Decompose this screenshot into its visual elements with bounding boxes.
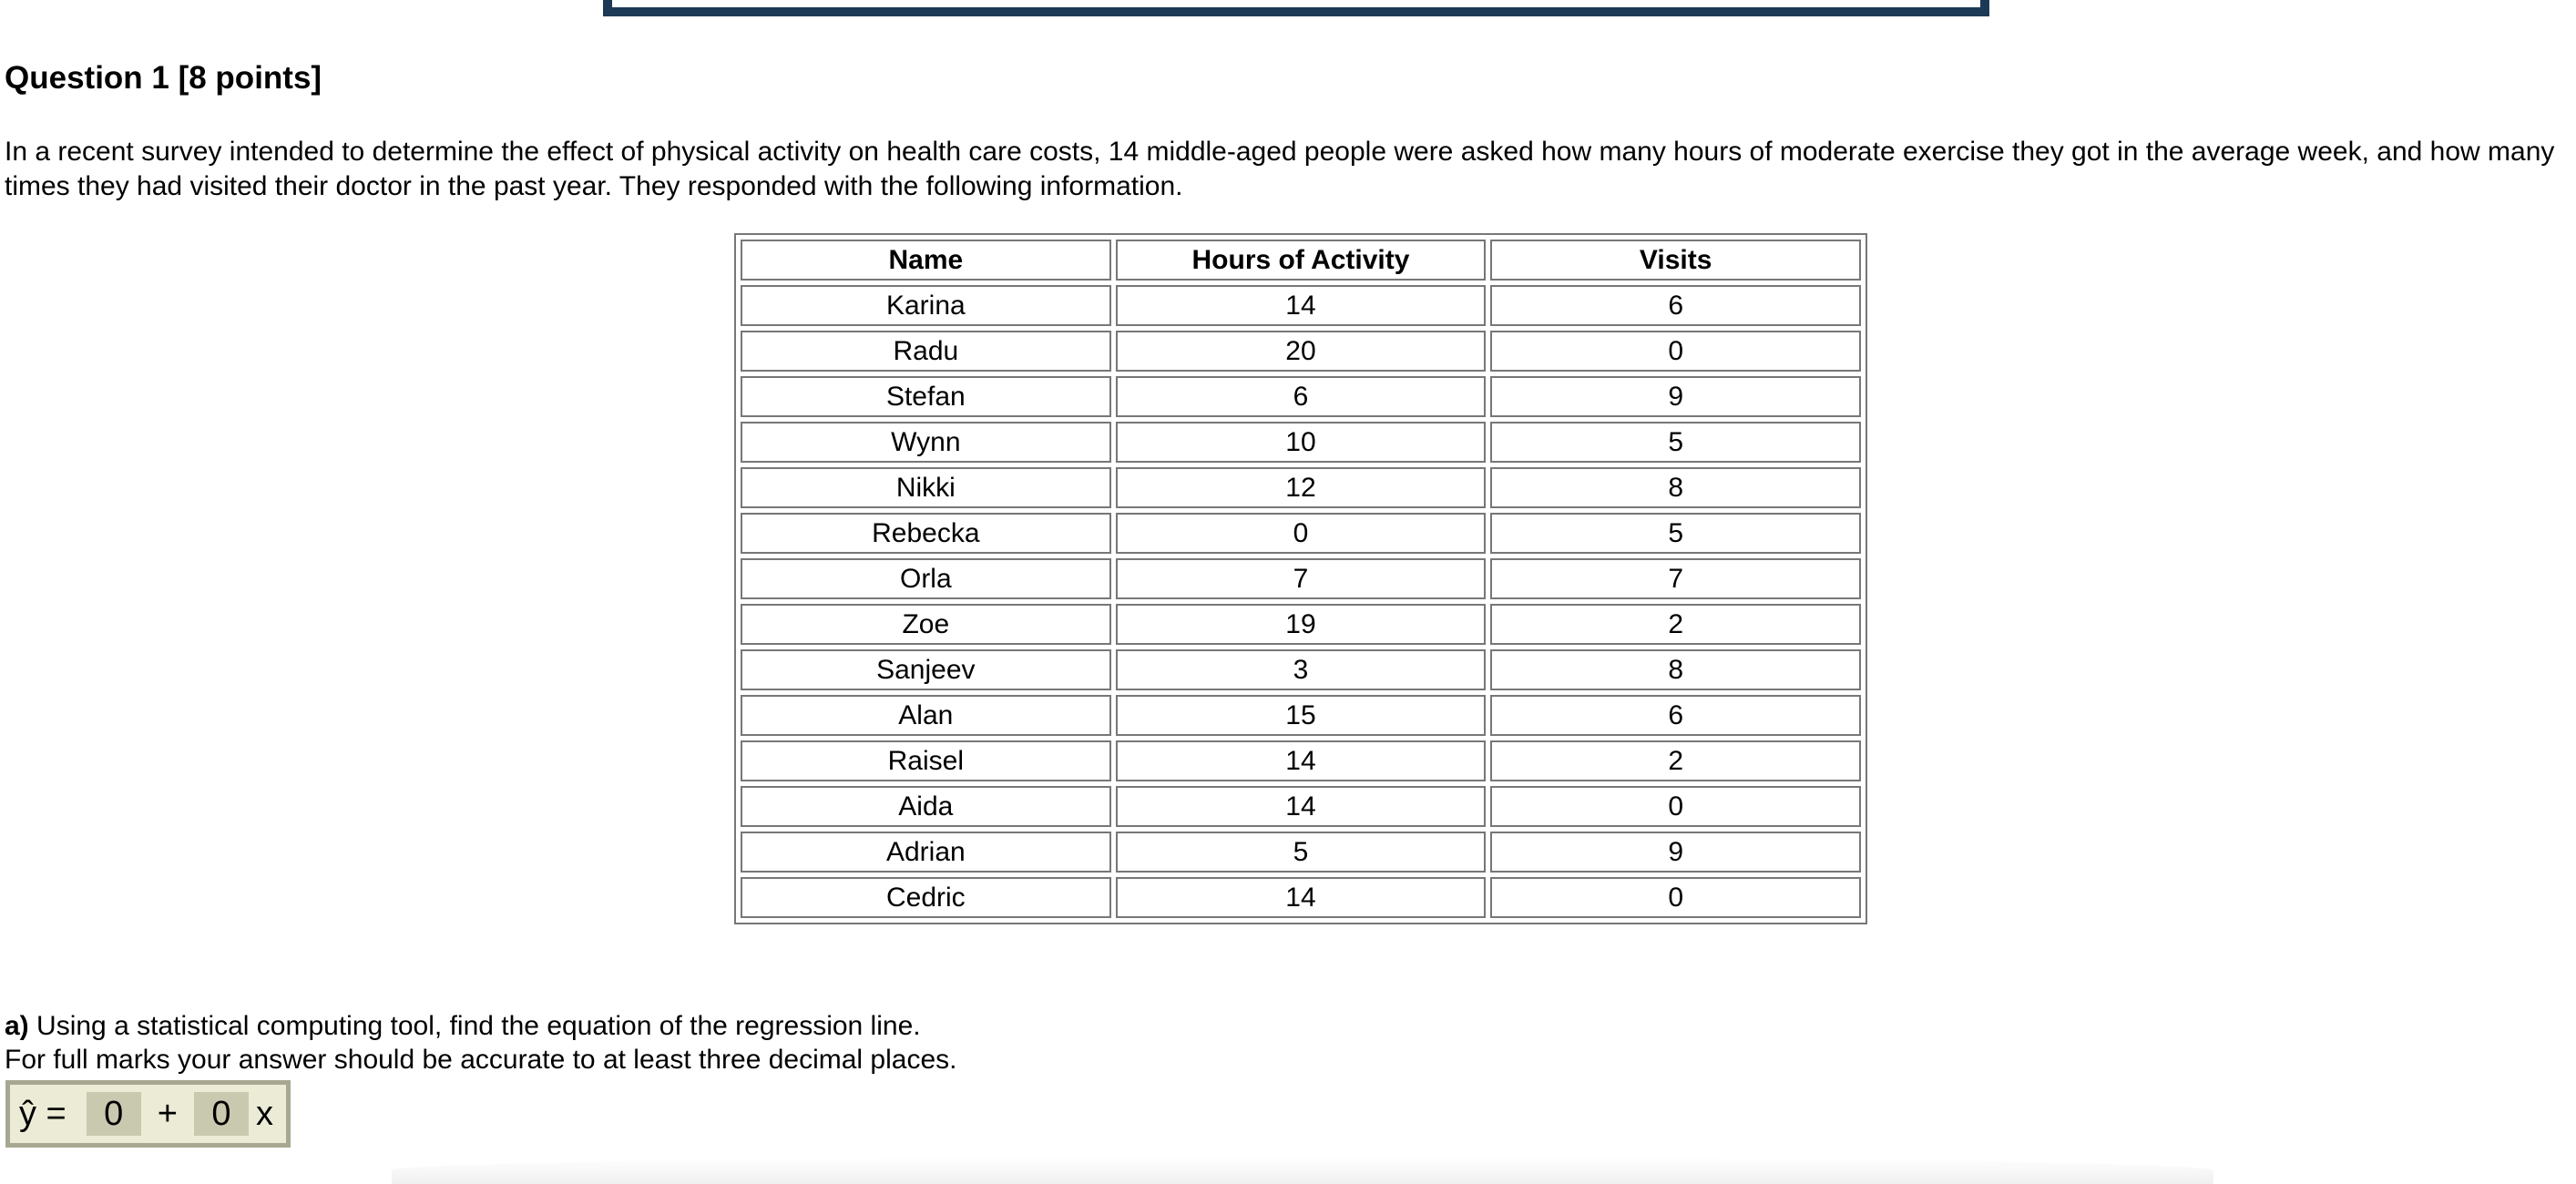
regression-answer-box	[5, 1080, 291, 1148]
cell-visits: 8	[1490, 467, 1861, 508]
cell-name: Sanjeev	[741, 649, 1111, 690]
table-row	[741, 285, 1861, 326]
equation-lhs: ŷ =	[19, 1094, 66, 1133]
plus-sign: +	[157, 1094, 178, 1133]
cell-name: Cedric	[741, 877, 1111, 918]
variable-x: x	[255, 1094, 273, 1133]
cell-hours: 14	[1116, 786, 1487, 827]
table-row	[741, 331, 1861, 372]
part-a-line-2: For full marks your answer should be accurate to at least three decimal places.	[5, 1045, 957, 1075]
cell-visits: 0	[1490, 331, 1861, 372]
cell-hours: 3	[1116, 649, 1487, 690]
cell-visits: 9	[1490, 832, 1861, 873]
cell-hours: 7	[1116, 558, 1487, 599]
table-body	[741, 285, 1861, 918]
cell-hours: 14	[1116, 285, 1487, 326]
top-frame	[603, 0, 1989, 16]
part-a-label: a)	[5, 1011, 29, 1041]
cell-visits: 9	[1490, 376, 1861, 417]
bottom-shadow	[392, 1157, 2213, 1184]
cell-hours: 14	[1116, 877, 1487, 918]
column-header-visits: Visits	[1490, 240, 1861, 281]
question-prompt: In a recent survey intended to determine the effect of physical activity on health care costs, 14 middle-aged people were asked how many hours of moderate exercise they got in the average week, and how many times they had visited their doctor in the past year. They responded with the following information.	[5, 137, 2555, 201]
cell-visits: 6	[1490, 285, 1861, 326]
table-row	[741, 877, 1861, 918]
table-header-row	[741, 240, 1861, 281]
cell-name: Nikki	[741, 467, 1111, 508]
cell-hours: 14	[1116, 740, 1487, 781]
cell-hours: 19	[1116, 604, 1487, 645]
cell-name: Raisel	[741, 740, 1111, 781]
table-row	[741, 832, 1861, 873]
cell-visits: 0	[1490, 877, 1861, 918]
cell-name: Wynn	[741, 422, 1111, 463]
table-row	[741, 513, 1861, 554]
cell-hours: 6	[1116, 376, 1487, 417]
cell-name: Orla	[741, 558, 1111, 599]
part-a-text: Using a statistical computing tool, find the equation of the regression line.	[36, 1011, 921, 1041]
cell-visits: 5	[1490, 422, 1861, 463]
cell-hours: 5	[1116, 832, 1487, 873]
slope-input[interactable]: 0	[194, 1092, 249, 1136]
cell-name: Karina	[741, 285, 1111, 326]
column-header-hours: Hours of Activity	[1116, 240, 1487, 281]
cell-name: Adrian	[741, 832, 1111, 873]
table-row	[741, 376, 1861, 417]
cell-visits: 2	[1490, 604, 1861, 645]
cell-visits: 8	[1490, 649, 1861, 690]
question-title: Question 1 [8 points]	[5, 60, 322, 96]
part-a-instructions	[5, 1009, 957, 1077]
cell-visits: 2	[1490, 740, 1861, 781]
table-row	[741, 558, 1861, 599]
table-row	[741, 604, 1861, 645]
table-row	[741, 786, 1861, 827]
cell-visits: 6	[1490, 695, 1861, 736]
cell-name: Radu	[741, 331, 1111, 372]
cell-hours: 20	[1116, 331, 1487, 372]
intercept-input[interactable]: 0	[87, 1092, 141, 1136]
cell-visits: 0	[1490, 786, 1861, 827]
data-table-container	[734, 233, 1867, 924]
cell-name: Zoe	[741, 604, 1111, 645]
table-row	[741, 649, 1861, 690]
cell-hours: 10	[1116, 422, 1487, 463]
cell-hours: 15	[1116, 695, 1487, 736]
table-row	[741, 467, 1861, 508]
table-row	[741, 422, 1861, 463]
cell-hours: 12	[1116, 467, 1487, 508]
column-header-name: Name	[741, 240, 1111, 281]
cell-name: Rebecka	[741, 513, 1111, 554]
cell-visits: 5	[1490, 513, 1861, 554]
part-a-line-1	[5, 1009, 957, 1043]
cell-visits: 7	[1490, 558, 1861, 599]
data-table	[734, 233, 1867, 924]
cell-name: Aida	[741, 786, 1111, 827]
cell-name: Alan	[741, 695, 1111, 736]
table-row	[741, 740, 1861, 781]
cell-hours: 0	[1116, 513, 1487, 554]
cell-name: Stefan	[741, 376, 1111, 417]
table-row	[741, 695, 1861, 736]
